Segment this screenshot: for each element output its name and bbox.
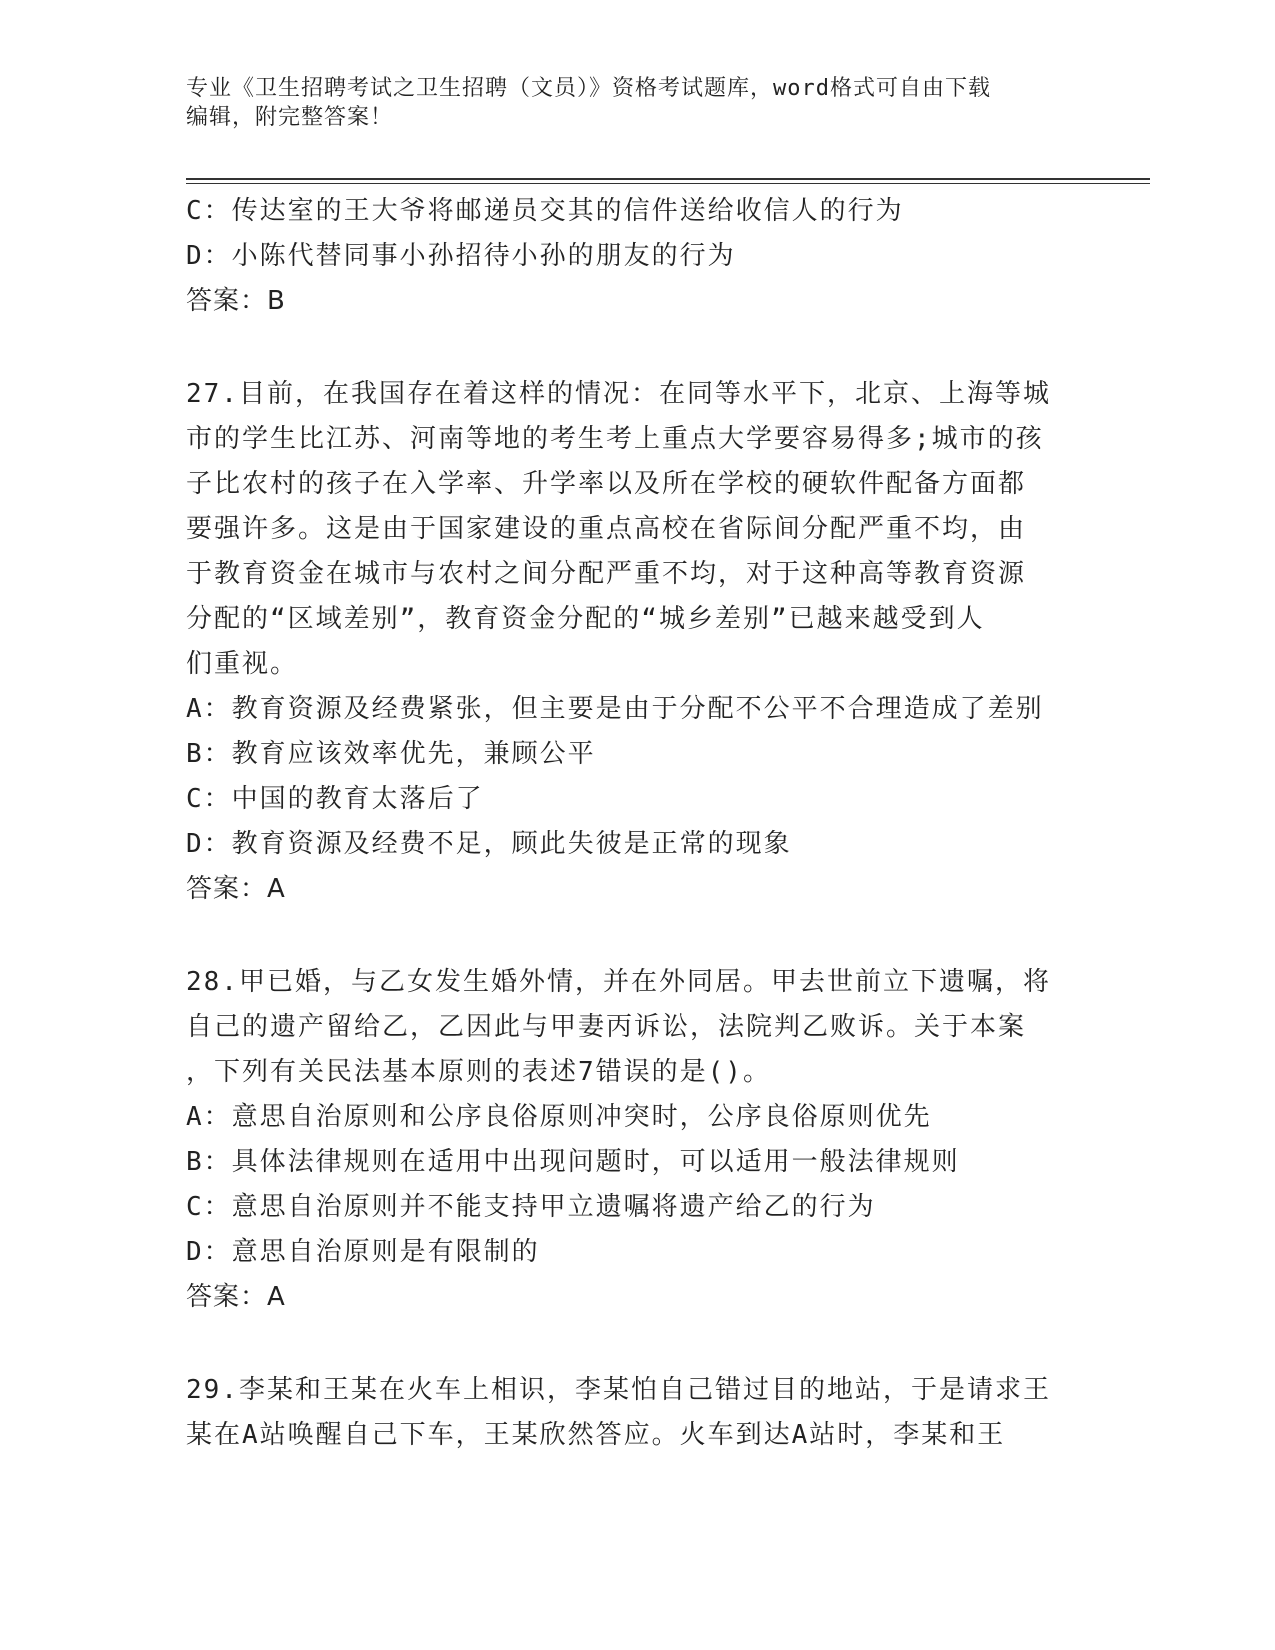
q28-option-b: B：具体法律规则在适用中出现问题时，可以适用一般法律规则 bbox=[186, 1147, 960, 1177]
q28-stem-line: 28.甲已婚，与乙女发生婚外情，并在外同居。甲去世前立下遗嘱，将 bbox=[186, 967, 1051, 997]
q27-option-b: B：教育应该效率优先，兼顾公平 bbox=[186, 739, 596, 769]
q27-stem-line: 分配的“区域差别”，教育资金分配的“城乡差别”已越来越受到人 bbox=[186, 604, 985, 634]
header-divider bbox=[186, 178, 1150, 180]
spacer bbox=[186, 912, 1086, 960]
q27-stem-line: 27.目前，在我国存在着这样的情况：在同等水平下，北京、上海等城 bbox=[186, 379, 1051, 409]
q29-stem-line: 某在A站唤醒自己下车，王某欣然答应。火车到达A站时，李某和王 bbox=[186, 1420, 1006, 1450]
q27-option-a: A：教育资源及经费紧张，但主要是由于分配不公平不合理造成了差别 bbox=[186, 694, 1044, 724]
page-header bbox=[186, 74, 1066, 132]
q28-option-c: C：意思自治原则并不能支持甲立遗嘱将遗产给乙的行为 bbox=[186, 1192, 876, 1222]
question-28 bbox=[186, 960, 1086, 1320]
question-29 bbox=[186, 1368, 1086, 1458]
header-line-2: 编辑，附完整答案！ bbox=[186, 105, 394, 130]
q28-answer: 答案：A bbox=[186, 1282, 286, 1312]
question-26-tail bbox=[186, 189, 1086, 324]
q27-stem-line: 子比农村的孩子在入学率、升学率以及所在学校的硬软件配备方面都 bbox=[186, 469, 1027, 499]
q27-option-d: D：教育资源及经费不足，顾此失彼是正常的现象 bbox=[186, 829, 792, 859]
q28-stem-line: 自己的遗产留给乙，乙因此与甲妻丙诉讼，法院判乙败诉。关于本案 bbox=[186, 1012, 1027, 1042]
header-line-1: 专业《卫生招聘考试之卫生招聘（文员）》资格考试题库，word格式可自由下载 bbox=[186, 76, 991, 101]
q28-option-a: A：意思自治原则和公序良俗原则冲突时，公序良俗原则优先 bbox=[186, 1102, 932, 1132]
document-body bbox=[186, 189, 1086, 1458]
header-divider-thin bbox=[186, 183, 1150, 184]
q28-stem-line: ，下列有关民法基本原则的表述7错误的是()。 bbox=[186, 1057, 771, 1087]
q27-stem-line: 市的学生比江苏、河南等地的考生考上重点大学要容易得多;城市的孩 bbox=[186, 424, 1044, 454]
q26-option-d: D：小陈代替同事小孙招待小孙的朋友的行为 bbox=[186, 241, 736, 271]
q26-answer: 答案：B bbox=[186, 286, 286, 316]
q27-stem-line: 要强许多。这是由于国家建设的重点高校在省际间分配严重不均，由 bbox=[186, 514, 1027, 544]
q27-option-c: C：中国的教育太落后了 bbox=[186, 784, 484, 814]
spacer bbox=[186, 324, 1086, 372]
q26-option-c: C：传达室的王大爷将邮递员交其的信件送给收信人的行为 bbox=[186, 196, 904, 226]
q29-stem-line: 29.李某和王某在火车上相识，李某怕自己错过目的地站，于是请求王 bbox=[186, 1375, 1051, 1405]
question-27 bbox=[186, 372, 1086, 912]
q27-stem-line: 于教育资金在城市与农村之间分配严重不均，对于这种高等教育资源 bbox=[186, 559, 1027, 589]
q28-option-d: D：意思自治原则是有限制的 bbox=[186, 1237, 540, 1267]
spacer bbox=[186, 1320, 1086, 1368]
q27-stem-line: 们重视。 bbox=[186, 649, 299, 679]
q27-answer: 答案：A bbox=[186, 874, 286, 904]
